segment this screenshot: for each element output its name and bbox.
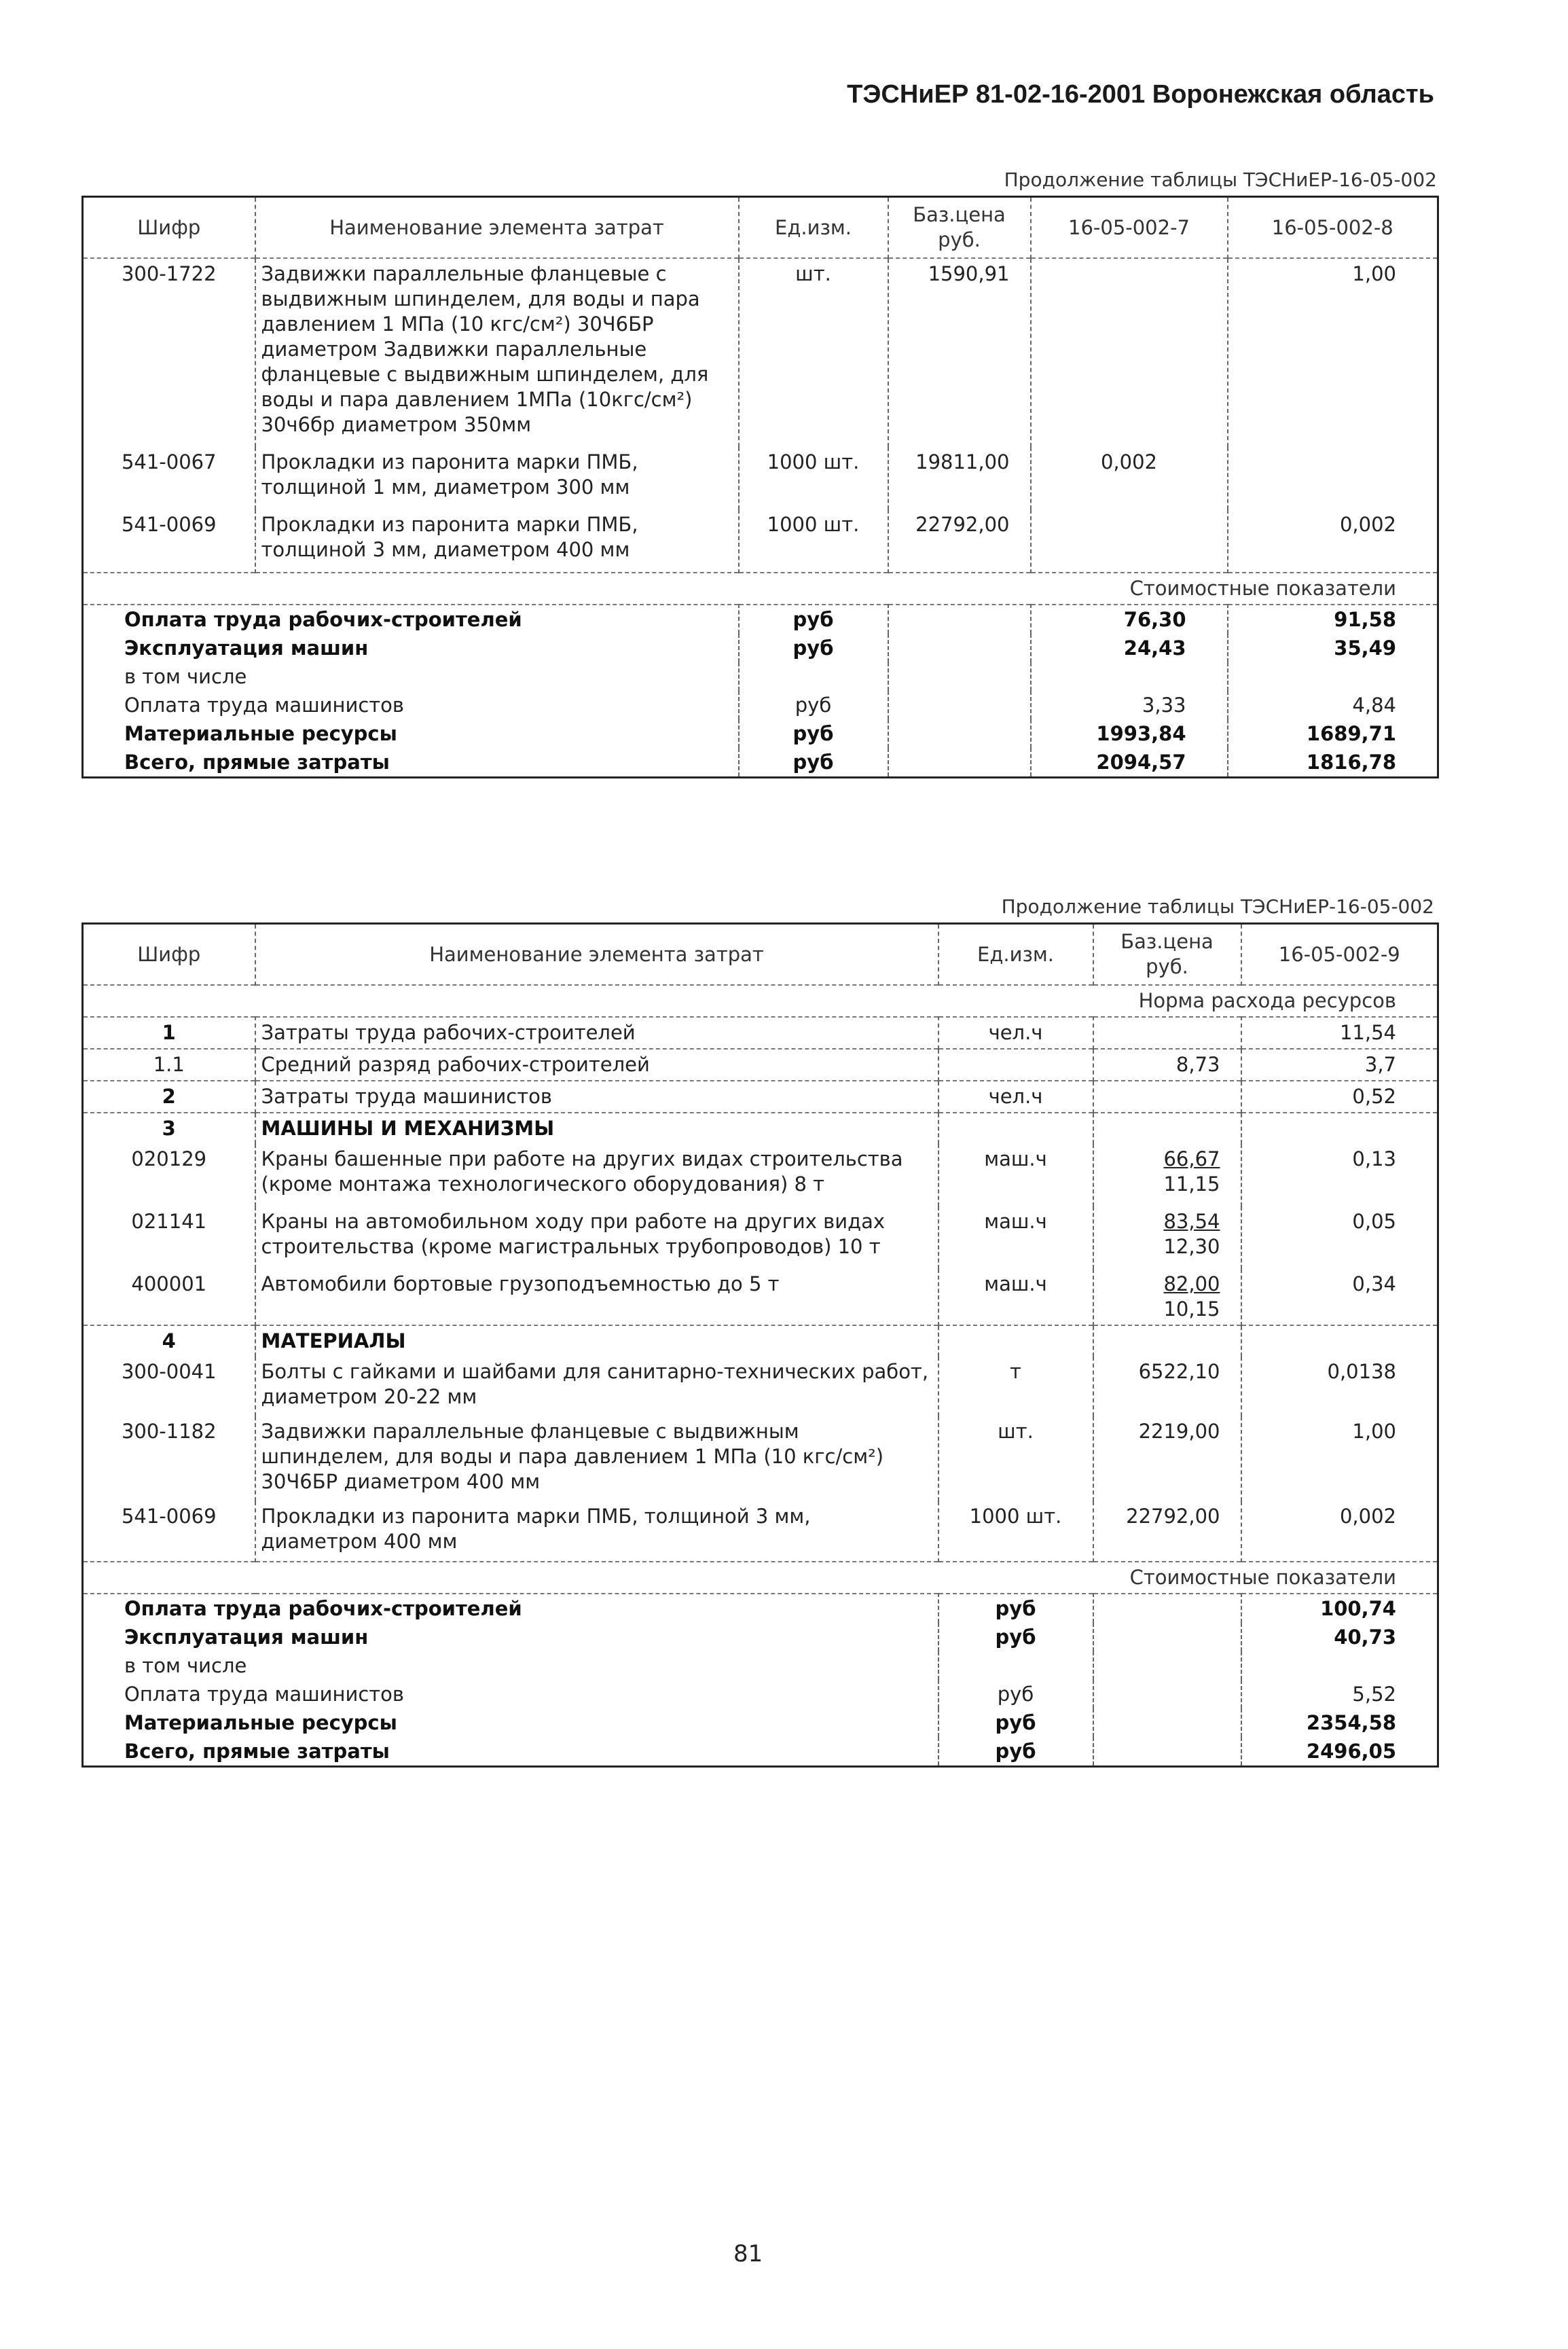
row-value: 0,05 [1241, 1206, 1438, 1269]
row-value: 0,0138 [1241, 1357, 1438, 1416]
header-code: Шифр [137, 942, 201, 966]
cost-col-7: 76,30 [1031, 605, 1228, 634]
row-name: Задвижки параллельные фланцевые с выдвижным шпинделем, для воды и пара давлением 1 МПа (10 кгс/см²) 30Ч6БР диаметром 400 мм [255, 1416, 938, 1501]
cost-col-7: 3,33 [1031, 691, 1228, 719]
row-name: Автомобили бортовые грузоподъемностью до 5 т [255, 1269, 938, 1325]
cost-row [83, 605, 1438, 634]
cost-price [1093, 1680, 1241, 1708]
row-unit: маш.ч [938, 1269, 1093, 1325]
cost-row [83, 1737, 1438, 1767]
section-label: Стоимостные показатели [1129, 577, 1396, 600]
cost-col-8: 1816,78 [1228, 748, 1438, 778]
cost-price [1093, 1651, 1241, 1680]
table2-continuation: Продолжение таблицы ТЭСНиЕР-16-05-002 [1001, 895, 1434, 918]
row-price [1093, 1269, 1241, 1325]
row-price: 1590,91 [888, 258, 1031, 447]
wage-value: 12,30 [1163, 1235, 1220, 1258]
empty [1093, 1113, 1241, 1144]
cost-name: Оплата труда машинистов [124, 1683, 404, 1706]
table-row [83, 1017, 1438, 1049]
cost-name: Всего, прямые затраты [124, 751, 390, 774]
cost-col-8: 1689,71 [1228, 719, 1438, 748]
material-row [83, 1501, 1438, 1562]
cost-price [888, 662, 1031, 691]
row-unit: 1000 шт. [739, 447, 888, 509]
machines-section [83, 1113, 1438, 1144]
cost-name: Всего, прямые затраты [124, 1740, 390, 1763]
row-code: 1 [162, 1021, 176, 1044]
cost-unit: руб [938, 1623, 1093, 1651]
cost-price [888, 719, 1031, 748]
cost-row [83, 748, 1438, 778]
row-price: 2219,00 [1093, 1416, 1241, 1501]
section-row [83, 985, 1438, 1017]
row-unit: маш.ч [938, 1206, 1093, 1269]
cost-col-7: 1993,84 [1031, 719, 1228, 748]
header-price: Баз.цена руб. [1093, 924, 1241, 986]
row-col-8 [1228, 447, 1438, 509]
row-code: 300-1722 [121, 262, 217, 285]
page-number: 81 [733, 2240, 763, 2267]
cost-col-8 [1228, 662, 1438, 691]
cost-unit: руб [739, 719, 888, 748]
cost-name: Эксплуатация машин [124, 1626, 369, 1649]
header-price: Баз.цена руб. [888, 197, 1031, 259]
price-value: 66,67 [1163, 1147, 1220, 1170]
row-value: 1,00 [1241, 1416, 1438, 1501]
cost-row [83, 1651, 1438, 1680]
section-title: МАТЕРИАЛЫ [255, 1326, 938, 1357]
price-value: 82,00 [1163, 1272, 1220, 1295]
table2 [81, 922, 1439, 1768]
cost-row [83, 691, 1438, 719]
row-code: 541-0067 [121, 450, 217, 473]
section-code: 3 [162, 1117, 176, 1140]
cost-value: 2354,58 [1241, 1708, 1438, 1737]
row-value: 0,34 [1241, 1269, 1438, 1325]
cost-name: Оплата труда рабочих-строителей [124, 608, 522, 631]
cost-price [1093, 1594, 1241, 1623]
cost-unit [938, 1651, 1093, 1680]
row-price: 19811,00 [888, 447, 1031, 509]
row-price [1093, 1081, 1241, 1113]
cost-unit: руб [938, 1594, 1093, 1623]
section-title: МАШИНЫ И МЕХАНИЗМЫ [255, 1113, 938, 1144]
cost-price [1093, 1737, 1241, 1767]
row-unit: 1000 шт. [739, 509, 888, 573]
row-price: 22792,00 [1093, 1501, 1241, 1562]
cost-col-8: 4,84 [1228, 691, 1438, 719]
row-unit: чел.ч [938, 1017, 1093, 1049]
row-unit: т [938, 1357, 1093, 1416]
cost-unit: руб [739, 605, 888, 634]
header-name: Наименование элемента затрат [255, 924, 938, 986]
row-code: 541-0069 [121, 513, 217, 536]
table-row [83, 258, 1438, 447]
header-name: Наименование элемента затрат [255, 197, 739, 259]
row-name: Прокладки из паронита марки ПМБ, толщиной 3 мм, диаметром 400 мм [255, 509, 739, 573]
cost-name: Материальные ресурсы [124, 1711, 397, 1734]
cost-col-8: 91,58 [1228, 605, 1438, 634]
cost-col-7: 24,43 [1031, 634, 1228, 662]
cost-price [1093, 1623, 1241, 1651]
empty [1093, 1326, 1241, 1357]
row-code: 021141 [131, 1210, 207, 1233]
header-unit: Ед.изм. [938, 924, 1093, 986]
cost-value [1241, 1651, 1438, 1680]
header-col-8: 16-05-002-8 [1228, 197, 1438, 259]
cost-price [888, 605, 1031, 634]
cost-row [83, 1680, 1438, 1708]
row-name: Прокладки из паронита марки ПМБ, толщиной 1 мм, диаметром 300 мм [255, 447, 739, 509]
cost-value: 40,73 [1241, 1623, 1438, 1651]
document-title: ТЭСНиЕР 81-02-16-2001 Воронежская область [847, 80, 1434, 109]
row-value: 3,7 [1241, 1049, 1438, 1081]
empty [938, 1326, 1093, 1357]
cost-name: Материальные ресурсы [124, 722, 397, 745]
row-col-7: 0,002 [1031, 447, 1228, 509]
row-unit: шт. [739, 258, 888, 447]
row-name: Болты с гайками и шайбами для санитарно-технических работ, диаметром 20-22 мм [255, 1357, 938, 1416]
row-unit: шт. [938, 1416, 1093, 1501]
row-name: Краны башенные при работе на других видах строительства (кроме монтажа технологического оборудования) 8 т [255, 1144, 938, 1206]
cost-col-8: 35,49 [1228, 634, 1438, 662]
cost-price [1093, 1708, 1241, 1737]
cost-name: в том числе [124, 665, 247, 688]
cost-row [83, 1623, 1438, 1651]
row-name: Прокладки из паронита марки ПМБ, толщиной 3 мм, диаметром 400 мм [255, 1501, 938, 1562]
table1 [81, 196, 1439, 778]
cost-unit [739, 662, 888, 691]
row-code: 020129 [131, 1147, 207, 1170]
norm-label: Норма расхода ресурсов [1138, 989, 1396, 1012]
cost-col-7 [1031, 662, 1228, 691]
cost-unit: руб [739, 748, 888, 778]
materials-section [83, 1326, 1438, 1357]
header-unit: Ед.изм. [739, 197, 888, 259]
cost-col-7: 2094,57 [1031, 748, 1228, 778]
row-code: 541-0069 [121, 1505, 217, 1528]
cost-unit: руб [938, 1737, 1093, 1767]
row-price: 22792,00 [888, 509, 1031, 573]
row-name: Средний разряд рабочих-строителей [255, 1049, 938, 1081]
cost-row [83, 1594, 1438, 1623]
machine-row [83, 1144, 1438, 1206]
cost-name: Оплата труда рабочих-строителей [124, 1597, 522, 1620]
row-unit: маш.ч [938, 1144, 1093, 1206]
empty [938, 1113, 1093, 1144]
row-col-7 [1031, 509, 1228, 573]
cost-row [83, 662, 1438, 691]
section-label: Стоимостные показатели [1129, 1566, 1396, 1589]
row-code: 400001 [131, 1272, 207, 1295]
empty [1241, 1326, 1438, 1357]
row-code: 300-0041 [121, 1360, 217, 1383]
row-code: 2 [162, 1085, 176, 1108]
table-row [83, 1049, 1438, 1081]
row-price [1093, 1144, 1241, 1206]
row-name: Краны на автомобильном ходу при работе на других видах строительства (кроме магистральных трубопроводов) 10 т [255, 1206, 938, 1269]
row-price: 6522,10 [1093, 1357, 1241, 1416]
cost-unit: руб [739, 634, 888, 662]
row-code: 300-1182 [121, 1420, 217, 1443]
row-col-7 [1031, 258, 1228, 447]
cost-price [888, 748, 1031, 778]
cost-value: 100,74 [1241, 1594, 1438, 1623]
table1-continuation: Продолжение таблицы ТЭСНиЕР-16-05-002 [1004, 168, 1437, 191]
row-price [1093, 1017, 1241, 1049]
cost-row [83, 719, 1438, 748]
row-name: Затраты труда машинистов [255, 1081, 938, 1113]
table-row [83, 509, 1438, 573]
cost-name: Эксплуатация машин [124, 636, 369, 660]
row-name: Затраты труда рабочих-строителей [255, 1017, 938, 1049]
section-row [83, 1562, 1438, 1594]
cost-row [83, 1708, 1438, 1737]
row-value: 0,13 [1241, 1144, 1438, 1206]
row-price: 8,73 [1093, 1049, 1241, 1081]
row-value: 11,54 [1241, 1017, 1438, 1049]
cost-unit: руб [938, 1680, 1093, 1708]
machine-row [83, 1269, 1438, 1325]
row-name: Задвижки параллельные фланцевые с выдвижным шпинделем, для воды и пара давлением 1 МПа (10 кгс/см²) 30Ч6БР диаметром Задвижки параллельные фланцевые с выдвижным шпинделем, для воды и пара давлением 1МПа (10кгс/см²) 30ч6бр диаметром 350мм [255, 258, 739, 447]
cost-name: в том числе [124, 1654, 247, 1677]
table-row [83, 447, 1438, 509]
cost-unit: руб [938, 1708, 1093, 1737]
header-col-7: 16-05-002-7 [1031, 197, 1228, 259]
cost-row [83, 634, 1438, 662]
machine-row [83, 1206, 1438, 1269]
section-code: 4 [162, 1329, 176, 1352]
material-row [83, 1357, 1438, 1416]
cost-value: 5,52 [1241, 1680, 1438, 1708]
row-unit: 1000 шт. [938, 1501, 1093, 1562]
row-col-8: 1,00 [1228, 258, 1438, 447]
row-value: 0,002 [1241, 1501, 1438, 1562]
header-code: Шифр [137, 215, 201, 239]
material-row [83, 1416, 1438, 1501]
wage-value: 11,15 [1163, 1172, 1220, 1196]
empty [1241, 1113, 1438, 1144]
table-row [83, 1081, 1438, 1113]
row-price [1093, 1206, 1241, 1269]
section-row [83, 573, 1438, 605]
row-col-8: 0,002 [1228, 509, 1438, 573]
row-unit: чел.ч [938, 1081, 1093, 1113]
row-value: 0,52 [1241, 1081, 1438, 1113]
cost-value: 2496,05 [1241, 1737, 1438, 1767]
header-col-9: 16-05-002-9 [1241, 924, 1438, 986]
wage-value: 10,15 [1163, 1297, 1220, 1321]
cost-price [888, 691, 1031, 719]
row-unit [938, 1049, 1093, 1081]
cost-unit: руб [739, 691, 888, 719]
cost-name: Оплата труда машинистов [124, 694, 404, 717]
price-value: 83,54 [1163, 1210, 1220, 1233]
cost-price [888, 634, 1031, 662]
row-code: 1.1 [153, 1053, 185, 1076]
